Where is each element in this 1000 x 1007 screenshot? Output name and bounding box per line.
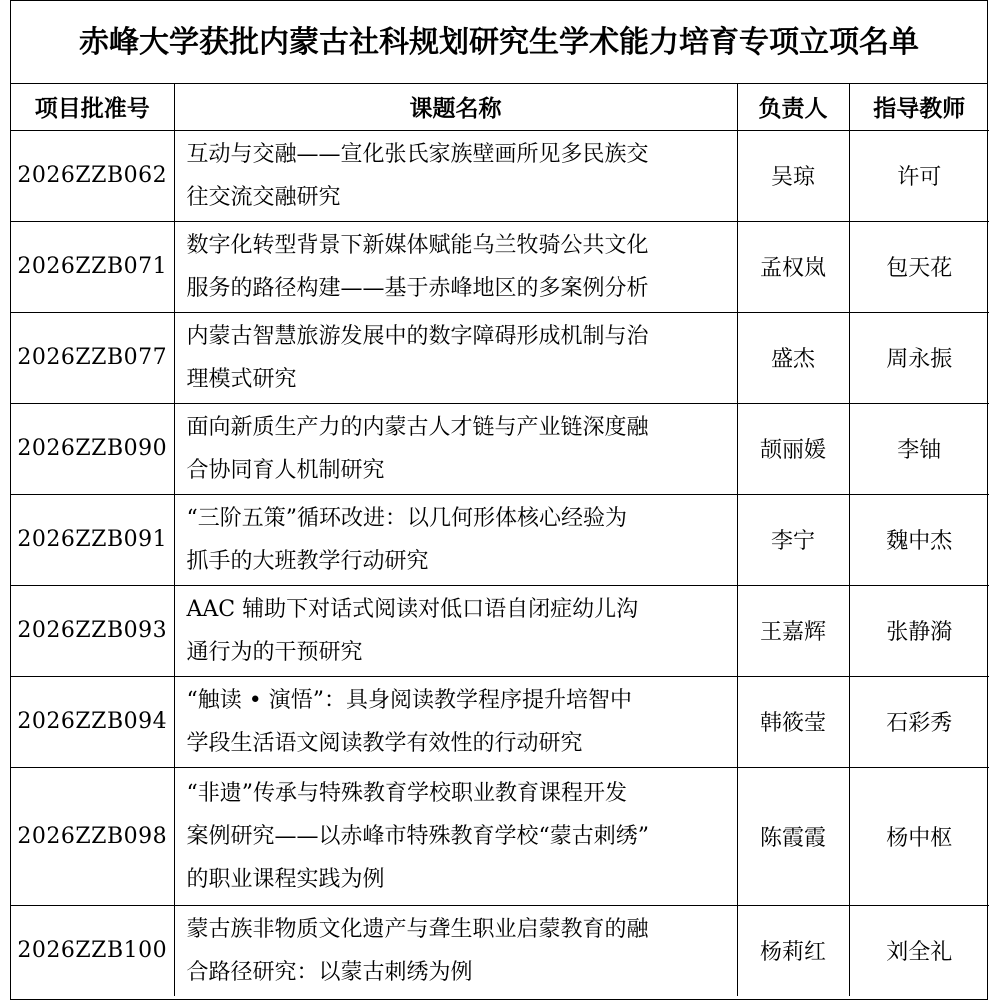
project-id-cell: 2026ZZB094 [11,676,174,767]
topic-line: 合协同育人机制研究 [186,457,385,483]
table-header-row [11,84,989,130]
leader-cell: 韩筱莹 [737,676,849,767]
document-title: 赤峰大学获批内蒙古社科规划研究生学术能力培育专项立项名单 [11,1,987,84]
table-row [11,905,989,996]
table-row [11,312,989,403]
header-advisor: 指导教师 [849,84,989,130]
leader-cell: 颉丽媛 [737,403,849,494]
advisor-cell: 刘全礼 [849,905,989,996]
topic-cell [174,403,737,494]
project-id-cell: 2026ZZB098 [11,767,174,905]
topic-line: 蒙古族非物质文化遗产与聋生职业启蒙教育的融 [186,916,649,942]
topic-cell [174,221,737,312]
topic-cell [174,767,737,905]
header-project-id: 项目批准号 [11,84,174,130]
topic-line: 的职业课程实践为例 [186,866,385,892]
table-row [11,676,989,767]
topic-cell [174,905,737,996]
leader-cell: 吴琼 [737,130,849,221]
leader-cell: 盛杰 [737,312,849,403]
project-id-cell: 2026ZZB091 [11,494,174,585]
topic-line: 内蒙古智慧旅游发展中的数字障碍形成机制与治 [186,323,649,349]
table-row [11,130,989,221]
advisor-cell: 周永振 [849,312,989,403]
topic-line: “三阶五策”循环改进：以几何形体核心经验为 [186,505,627,531]
leader-cell: 杨莉红 [737,905,849,996]
table-row [11,403,989,494]
project-table [11,84,989,996]
topic-cell [174,494,737,585]
project-id-cell: 2026ZZB090 [11,403,174,494]
topic-line: AAC 辅助下对话式阅读对低口语自闭症幼儿沟 [186,596,639,622]
advisor-cell: 魏中杰 [849,494,989,585]
topic-cell [174,312,737,403]
table-row [11,494,989,585]
header-topic: 课题名称 [174,84,737,130]
table-row [11,585,989,676]
topic-line: 面向新质生产力的内蒙古人才链与产业链深度融 [186,414,649,440]
leader-cell: 李宁 [737,494,849,585]
project-id-cell: 2026ZZB077 [11,312,174,403]
topic-cell [174,130,737,221]
project-id-cell: 2026ZZB093 [11,585,174,676]
advisor-cell: 包天花 [849,221,989,312]
topic-line: “触读 • 演悟”：具身阅读教学程序提升培智中 [186,687,632,713]
project-list-document [10,0,988,1000]
table-row [11,221,989,312]
header-leader: 负责人 [737,84,849,130]
topic-cell [174,585,737,676]
topic-line: 数字化转型背景下新媒体赋能乌兰牧骑公共文化 [186,232,649,258]
project-id-cell: 2026ZZB071 [11,221,174,312]
project-id-cell: 2026ZZB062 [11,130,174,221]
topic-cell [174,676,737,767]
project-id-cell: 2026ZZB100 [11,905,174,996]
topic-line: 合路径研究：以蒙古刺绣为例 [186,959,473,985]
advisor-cell: 李铀 [849,403,989,494]
advisor-cell: 杨中枢 [849,767,989,905]
topic-line: 通行为的干预研究 [186,639,363,665]
leader-cell: 孟权岚 [737,221,849,312]
topic-line: 理模式研究 [186,366,297,392]
topic-line: 互动与交融——宣化张氏家族壁画所见多民族交 [186,141,649,167]
topic-line: 抓手的大班教学行动研究 [186,548,429,574]
table-body [11,130,989,996]
topic-line: 往交流交融研究 [186,184,341,210]
topic-line: 案例研究——以赤峰市特殊教育学校“蒙古刺绣” [186,823,649,849]
table-row [11,767,989,905]
topic-line: 学段生活语文阅读教学有效性的行动研究 [186,730,583,756]
advisor-cell: 张静漪 [849,585,989,676]
leader-cell: 王嘉辉 [737,585,849,676]
leader-cell: 陈霞霞 [737,767,849,905]
topic-line: 服务的路径构建——基于赤峰地区的多案例分析 [186,275,649,301]
topic-line: “非遗”传承与特殊教育学校职业教育课程开发 [186,780,627,806]
advisor-cell: 石彩秀 [849,676,989,767]
advisor-cell: 许可 [849,130,989,221]
